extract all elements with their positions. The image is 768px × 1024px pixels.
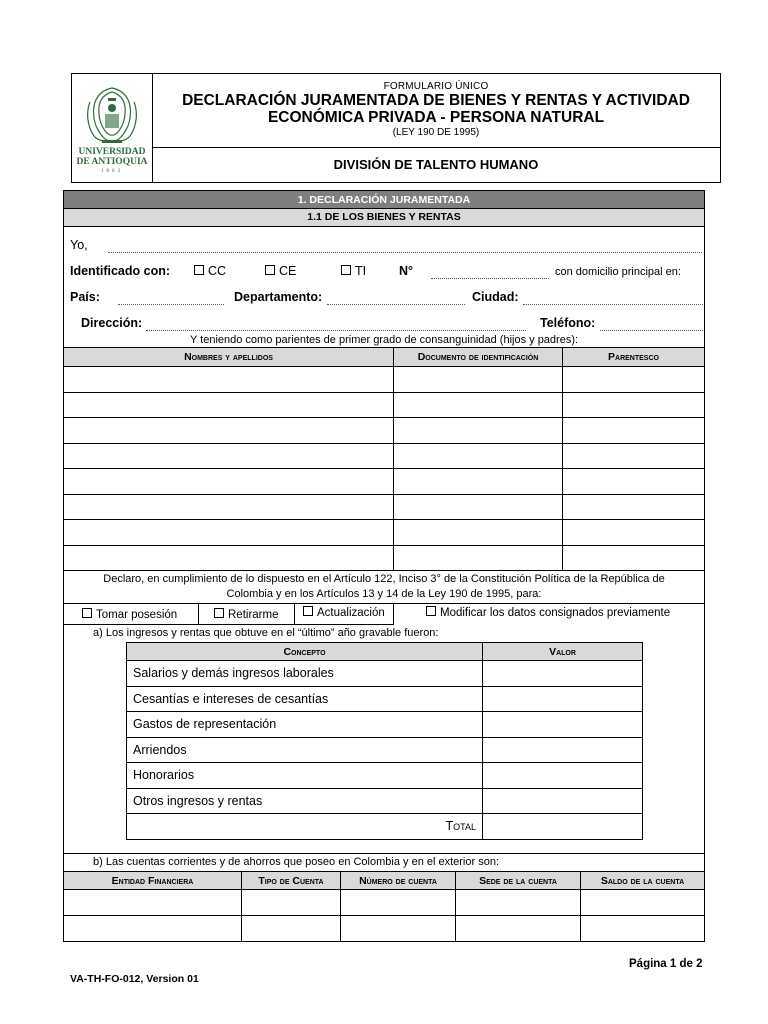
col-saldo: Saldo de la cuenta [581, 872, 705, 890]
checkbox-icon [82, 608, 92, 618]
cc-label: CC [208, 264, 227, 278]
crest-icon [72, 82, 152, 152]
logo-name-line2: DE ANTIOQUIA [76, 157, 148, 167]
section-title: 1. DECLARACIÓN JURAMENTADA [64, 191, 704, 209]
valor-cell[interactable] [483, 661, 643, 687]
parentesco-cell[interactable] [563, 494, 705, 520]
cc-checkbox[interactable] [194, 264, 226, 278]
documento-cell[interactable] [394, 520, 563, 546]
numero-cell[interactable] [341, 890, 456, 916]
income-intro: a) Los ingresos y rentas que obtuve en el “último” año gravable fueron: [93, 627, 439, 639]
logo-year: 1803 [101, 169, 123, 174]
saldo-cell[interactable] [581, 890, 705, 916]
valor-cell[interactable] [483, 763, 643, 789]
table-row [64, 367, 705, 393]
title-line2: ECONÓMICA PRIVADA - PERSONA NATURAL [267, 109, 605, 126]
form-code: VA-TH-FO-012, Version 01 [70, 973, 199, 985]
tipo-cell[interactable] [242, 890, 341, 916]
total-label: Total [127, 814, 483, 840]
income-header-row [127, 643, 643, 661]
table-row [127, 763, 643, 789]
parentesco-cell[interactable] [563, 545, 705, 571]
nombre-cell[interactable] [64, 545, 394, 571]
valor-cell[interactable] [483, 737, 643, 763]
option-label: Modificar los datos consignados previamente [440, 607, 671, 619]
option-modificar[interactable] [426, 606, 670, 619]
documento-cell[interactable] [394, 392, 563, 418]
col-valor: Valor [483, 643, 643, 661]
total-value-cell[interactable] [483, 814, 643, 840]
option-actualizacion[interactable] [303, 606, 385, 619]
checkbox-icon [426, 606, 436, 616]
ciudad-label: Ciudad: [472, 290, 519, 304]
sede-cell[interactable] [456, 890, 581, 916]
concepto-cell: Gastos de representación [127, 712, 483, 738]
checkbox-icon [265, 265, 275, 275]
col-concepto: Concepto [127, 643, 483, 661]
entidad-cell[interactable] [64, 916, 242, 942]
option-label: Retirarme [228, 609, 279, 621]
table-row [64, 545, 705, 571]
accounts-table [63, 871, 705, 942]
table-row [127, 661, 643, 687]
accounts-intro: b) Las cuentas corrientes y de ahorros que poseo en Colombia y en el exterior son: [93, 856, 500, 868]
id-number-field[interactable] [431, 278, 549, 279]
col-nombres: Nombres y apellidos [64, 348, 394, 367]
total-row [127, 814, 643, 840]
parentesco-cell[interactable] [563, 367, 705, 393]
table-row [64, 890, 705, 916]
declaration-line1: Declaro, en cumplimiento de lo dispuesto en el Artículo 122, Inciso 3° de la Constitución Política de la República de [103, 573, 665, 585]
checkbox-icon [303, 606, 313, 616]
table-row [64, 469, 705, 495]
nombre-cell[interactable] [64, 443, 394, 469]
valor-cell[interactable] [483, 788, 643, 814]
nombre-cell[interactable] [64, 520, 394, 546]
direccion-field[interactable] [146, 330, 526, 331]
ti-checkbox[interactable] [341, 264, 366, 278]
option-tomar-posesion[interactable] [82, 608, 177, 621]
declaration-line2: Colombia y en los Artículos 13 y 14 de la Ley 190 de 1995, para: [226, 588, 542, 600]
identificado-label: Identificado con: [70, 264, 170, 278]
domicilio-label: con domicilio principal en: [555, 266, 681, 278]
income-table [126, 642, 643, 840]
table-row [64, 392, 705, 418]
tipo-cell[interactable] [242, 916, 341, 942]
numero-label: N° [399, 264, 414, 278]
entidad-cell[interactable] [64, 890, 242, 916]
departamento-label: Departamento: [234, 290, 323, 304]
header-right [152, 74, 720, 182]
checkbox-icon [194, 265, 204, 275]
relatives-header-row [64, 348, 705, 367]
header-title-block [152, 74, 720, 148]
form-label: FORMULARIO ÚNICO [383, 81, 489, 92]
form-header [71, 73, 721, 183]
table-row [64, 443, 705, 469]
col-documento: Documento de identificación [394, 348, 563, 367]
parentesco-cell[interactable] [563, 469, 705, 495]
concepto-cell: Cesantías e intereses de cesantías [127, 686, 483, 712]
relatives-table [63, 347, 705, 571]
table-row [64, 418, 705, 444]
parentesco-cell[interactable] [563, 520, 705, 546]
page-of: de [679, 958, 693, 970]
nombre-cell[interactable] [64, 392, 394, 418]
nombre-cell[interactable] [64, 418, 394, 444]
sede-cell[interactable] [456, 916, 581, 942]
parentesco-cell[interactable] [563, 443, 705, 469]
law-reference: (LEY 190 DE 1995) [392, 127, 480, 138]
col-parentesco: Parentesco [563, 348, 705, 367]
university-logo [72, 74, 153, 182]
table-row [64, 494, 705, 520]
table-row [64, 916, 705, 942]
page-current: 1 [669, 958, 677, 970]
parientes-text: Y teniendo como parientes de primer grado de consanguinidad (hijos y padres): [189, 334, 579, 346]
ciudad-field[interactable] [523, 304, 703, 305]
divider [63, 853, 705, 854]
concepto-cell: Honorarios [127, 763, 483, 789]
checkbox-icon [341, 265, 351, 275]
nombre-cell[interactable] [64, 469, 394, 495]
division-name: DIVISIÓN DE TALENTO HUMANO [333, 157, 539, 172]
nombre-cell[interactable] [64, 494, 394, 520]
concepto-cell: Otros ingresos y rentas [127, 788, 483, 814]
option-retirarme[interactable] [214, 608, 278, 621]
valor-cell[interactable] [483, 712, 643, 738]
checkbox-icon [214, 608, 224, 618]
numero-cell[interactable] [341, 916, 456, 942]
table-row [64, 520, 705, 546]
title-line1: DECLARACIÓN JURAMENTADA DE BIENES Y RENTAS Y ACTIVIDAD [182, 92, 690, 109]
documento-cell[interactable] [394, 418, 563, 444]
name-field[interactable] [108, 252, 702, 253]
valor-cell[interactable] [483, 686, 643, 712]
departamento-field[interactable] [327, 304, 465, 305]
concepto-cell: Salarios y demás ingresos laborales [127, 661, 483, 687]
col-tipo: Tipo de Cuenta [242, 872, 341, 890]
table-row [127, 686, 643, 712]
telefono-label: Teléfono: [540, 316, 596, 330]
parentesco-cell[interactable] [563, 418, 705, 444]
documento-cell[interactable] [394, 469, 563, 495]
option-label: Actualización [317, 607, 385, 619]
pais-label: País: [70, 290, 100, 304]
yo-label: Yo, [70, 238, 88, 252]
parentesco-cell[interactable] [563, 392, 705, 418]
page-number [629, 958, 703, 970]
ce-label: CE [279, 264, 297, 278]
col-sede: Sede de la cuenta [456, 872, 581, 890]
telefono-field[interactable] [600, 330, 703, 331]
option-label: Tomar posesión [96, 609, 178, 621]
saldo-cell[interactable] [581, 916, 705, 942]
col-entidad: Entidad Financiera [64, 872, 242, 890]
table-row [127, 788, 643, 814]
page-label: Página [629, 958, 667, 970]
documento-cell[interactable] [394, 443, 563, 469]
table-row [127, 737, 643, 763]
nombre-cell[interactable] [64, 367, 394, 393]
documento-cell[interactable] [394, 494, 563, 520]
direccion-label: Dirección: [81, 316, 143, 330]
documento-cell[interactable] [394, 545, 563, 571]
page-total: 2 [696, 958, 703, 970]
logo-name-line1: UNIVERSIDAD [78, 147, 146, 157]
col-numero: Número de cuenta [341, 872, 456, 890]
documento-cell[interactable] [394, 367, 563, 393]
accounts-header-row [64, 872, 705, 890]
concepto-cell: Arriendos [127, 737, 483, 763]
pais-field[interactable] [118, 304, 224, 305]
ti-label: TI [355, 264, 367, 278]
table-row [127, 712, 643, 738]
section-subtitle: 1.1 DE LOS BIENES Y RENTAS [64, 209, 704, 227]
ce-checkbox[interactable] [265, 264, 296, 278]
